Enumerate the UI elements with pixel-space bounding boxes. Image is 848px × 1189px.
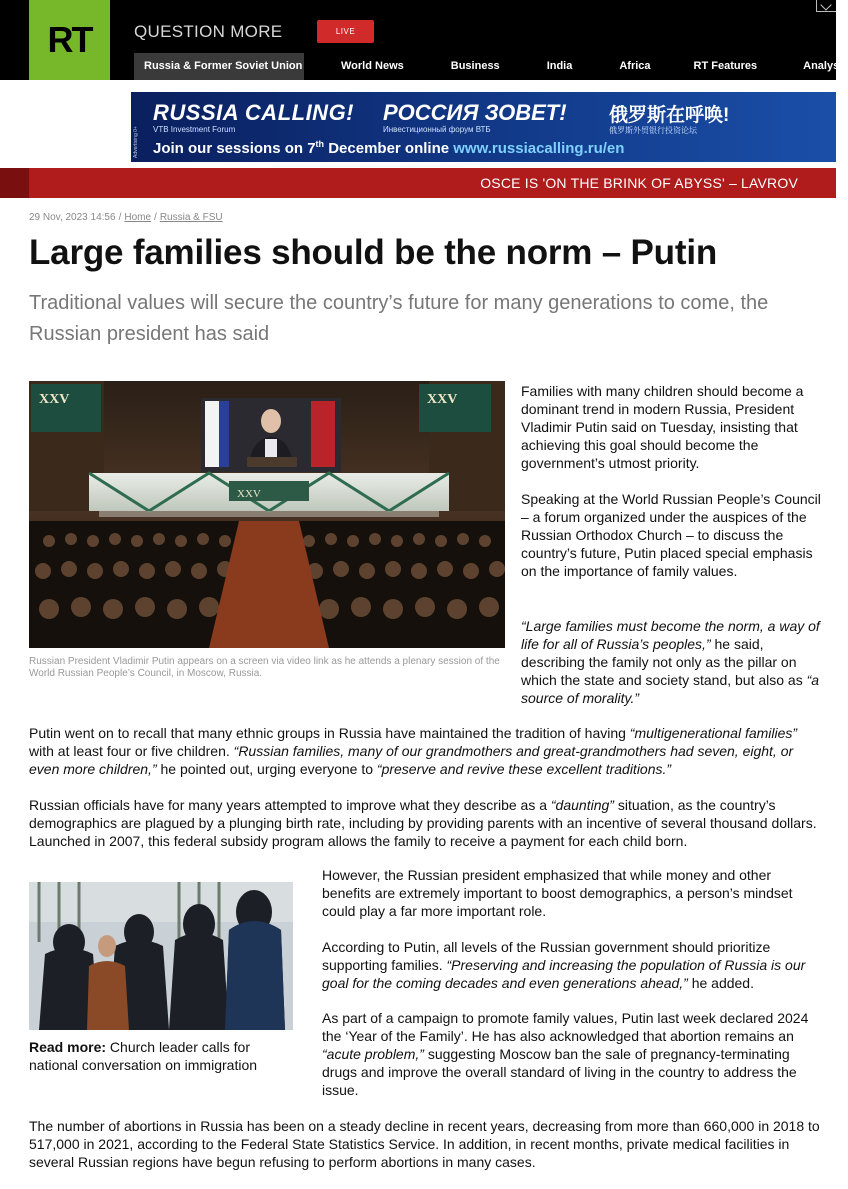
lead-image[interactable] — [29, 381, 505, 648]
rt-logo[interactable] — [29, 0, 110, 80]
read-more-label: Read more: — [29, 1039, 107, 1055]
paragraph-7: According to Putin, all levels of the Russian government should prioritize supporting families. “Preserving and increasing the population of Russia is our goal for the coming decades and even generations ahead,” he added. — [322, 939, 806, 991]
nav-business[interactable]: Business — [450, 60, 500, 72]
site-header — [0, 0, 848, 80]
paragraph-5: Russian officials have for many years attempted to improve what they describe as a “daunting” situation, as the country’s demographics are plagued by a plunging birth rate, including by providing parents with an incentive of several thousand dollars. Launched in 2007, this federal subsidy program allows the family to receive a payment for each child born. — [29, 797, 817, 849]
main-nav — [134, 53, 848, 80]
paragraph-9: The number of abortions in Russia has been on a steady decline in recent years, decreasing from more than 660,000 in 2018 to 517,000 in 2021, according to the Federal State Statistics Service. In addition, in recent months, private medical facilities in several Russian regions have begun refusing to perform abortions in many cases. — [29, 1118, 820, 1170]
screen-text-right: XXV — [427, 392, 458, 407]
ad-label: Advertising 0+ — [133, 126, 139, 158]
banner-subtitle-ru: Инвестиционный форум ВТБ — [383, 125, 491, 134]
banner-url: www.russiacalling.ru/en — [453, 140, 625, 157]
news-ticker — [0, 166, 836, 198]
paragraph-8: As part of a campaign to promote family values, Putin last week declared 2024 the ‘Year of the Family’. He has also acknowledged that abortion remains an “acute problem,” suggesting Moscow ban the sale of pregnancy-terminating drugs and improve the overall standard of living in the country to address the issue. — [322, 1010, 809, 1098]
banner-subtitle-en: VTB Investment Forum — [153, 125, 236, 134]
banner-title-en: RUSSIA CALLING! — [153, 100, 355, 125]
article-summary: Traditional values will secure the country’s future for many generations to come, the Russian president has said — [29, 292, 769, 345]
banner-cta: Join our sessions on 7th December online www.russiacalling.ru/en — [153, 139, 625, 157]
stage-text: XXV — [237, 488, 261, 500]
article-date: 29 Nov, 2023 14:56 — [29, 212, 116, 223]
ad-banner[interactable] — [131, 92, 836, 162]
article-meta: 29 Nov, 2023 14:56 / Home / Russia & FSU — [29, 212, 223, 223]
read-more-image[interactable] — [29, 882, 293, 1030]
read-more-title: Church leader calls for national conversation on immigration — [29, 1039, 258, 1073]
nav-analysis[interactable]: Analysis — [803, 60, 848, 72]
crowd-photo — [29, 882, 293, 1030]
article-title: Large families should be the norm – Putin — [29, 233, 718, 272]
dropdown-icon[interactable] — [816, 0, 836, 12]
live-button[interactable]: LIVE — [317, 20, 374, 43]
nav-africa[interactable]: Africa — [619, 60, 651, 72]
nav-rt-features[interactable]: RT Features — [693, 60, 758, 72]
banner-title-zh: 俄罗斯在呼唤! — [609, 105, 730, 126]
banner-subtitle-zh: 俄罗斯外贸银行投资论坛 — [609, 126, 697, 135]
paragraph-2: Speaking at the World Russian People’s Council – a forum organized under the auspices of the Russian Orthodox Church – to discuss the country’s future, Putin placed special emphasis on the importance of family values. — [521, 491, 821, 579]
site-tagline: QUESTION MORE — [134, 22, 283, 41]
banner-title-ru: РОССИЯ ЗОВЕТ! — [383, 100, 567, 125]
nav-india[interactable]: India — [546, 60, 573, 72]
paragraph-3: “Large families must become the norm, a way of life for all of Russia’s peoples,” he said, describing the family not only as the pillar on which the state and society stand, but also as “a source of morality.” — [521, 618, 820, 706]
screen-text-left: XXV — [39, 392, 70, 407]
conference-photo — [29, 381, 505, 648]
breadcrumb-home[interactable]: Home — [124, 212, 152, 223]
paragraph-4: Putin went on to recall that many ethnic groups in Russia have maintained the tradition of having “multigenerational families” with at least four or five children. “Russian families, many of our grandmothers and great-grandmothers had seven, eight, or even more children,” he pointed out, urging everyone to “preserve and revive these excellent traditions.” — [29, 725, 798, 777]
read-more-link[interactable] — [29, 1038, 293, 1074]
nav-russia-fsu[interactable]: Russia & Former Soviet Union — [134, 53, 304, 80]
image-caption: Russian President Vladimir Putin appears on a screen via video link as he attends a plenary session of the World Russian People’s Council, in Moscow, Russia. — [29, 656, 500, 679]
logo-text: RT — [47, 19, 92, 60]
ticker-headline[interactable]: OSCE IS 'ON THE BRINK OF ABYSS' – LAVROV — [480, 175, 798, 191]
breadcrumb-section[interactable]: Russia & FSU — [159, 212, 223, 223]
paragraph-1: Families with many children should become a dominant trend in modern Russia, President Vladimir Putin said on Tuesday, insisting that achieving this goal should become the government’s utmost priority. — [521, 383, 804, 471]
paragraph-6: However, the Russian president emphasized that while money and other benefits are extremely important to boost demographics, a person’s mindset could play a far more important role. — [322, 867, 793, 919]
nav-world-news[interactable]: World News — [341, 60, 404, 72]
